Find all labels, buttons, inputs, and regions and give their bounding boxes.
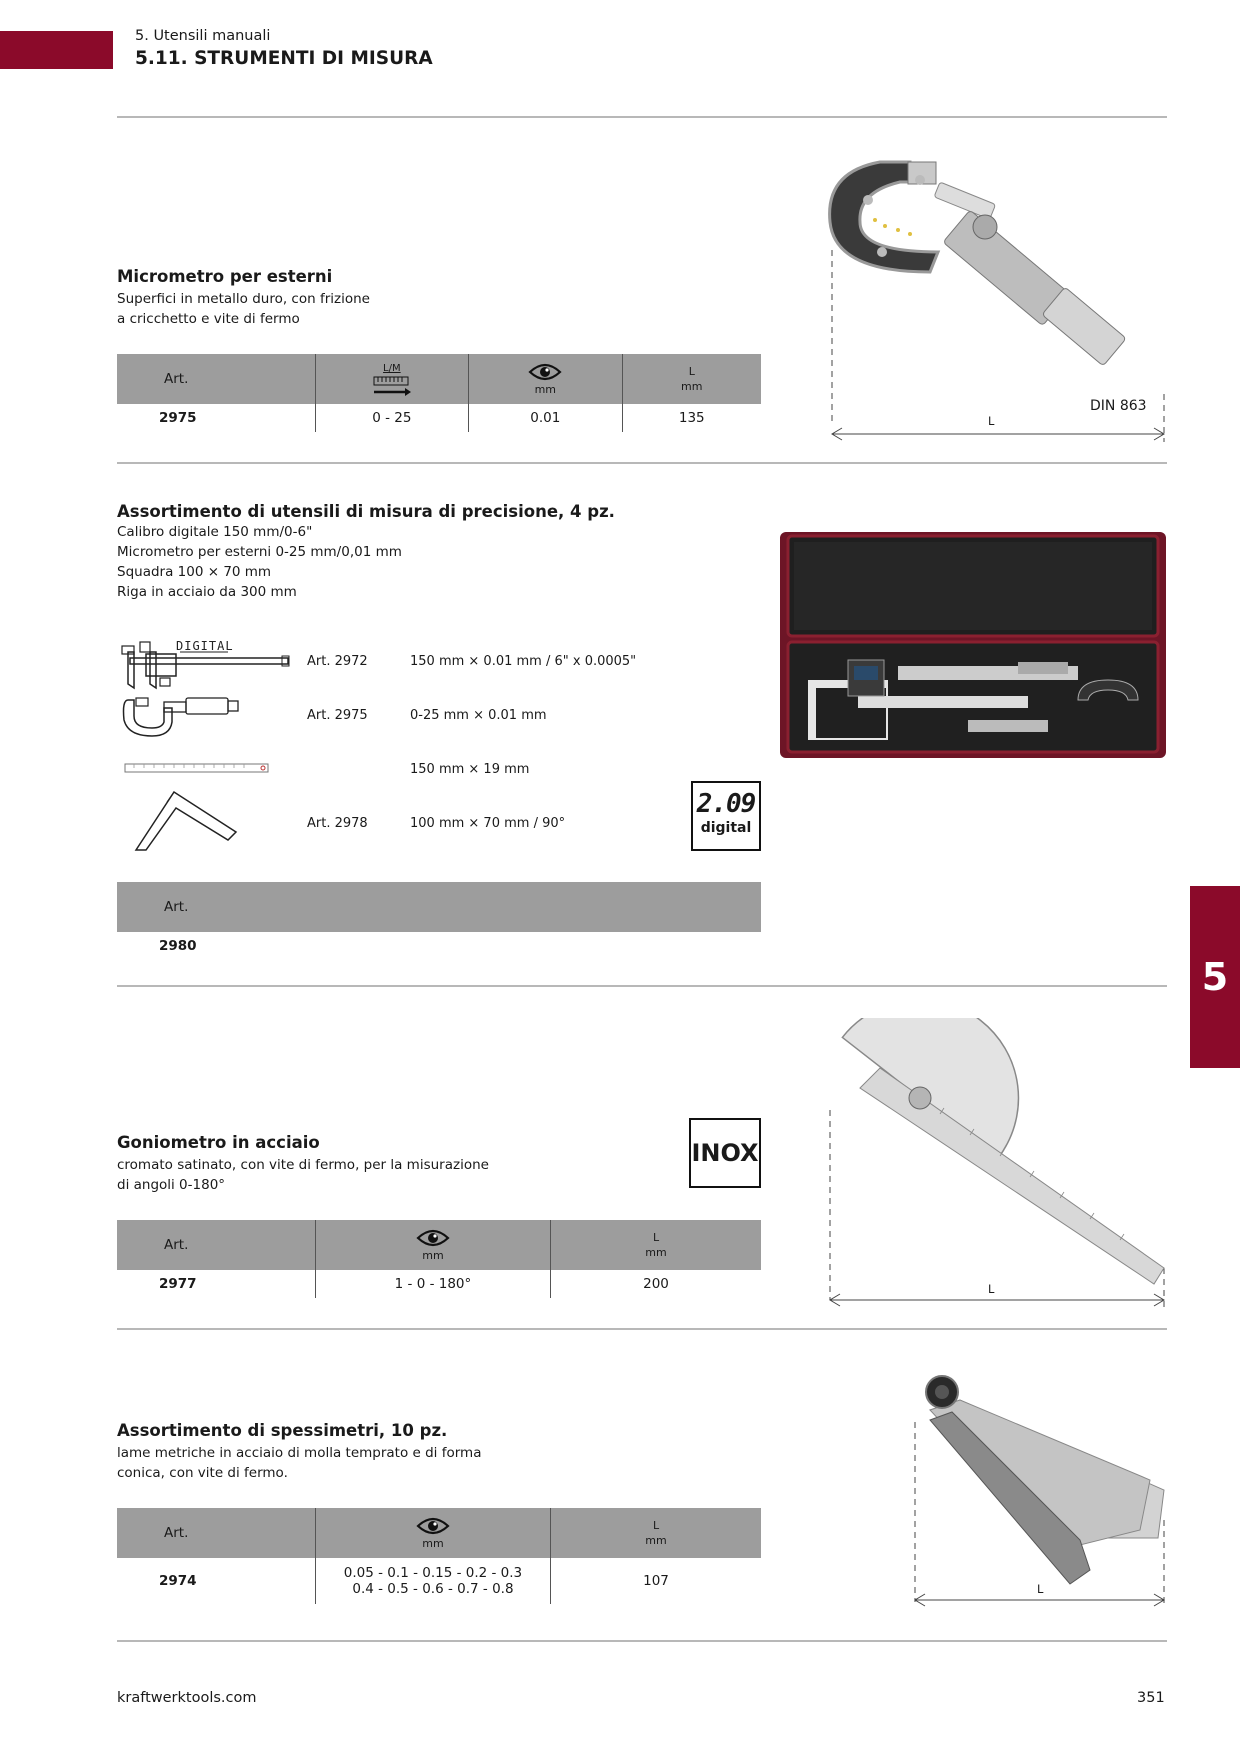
- cell-length: 107: [551, 1558, 761, 1604]
- col-thickness: [315, 1508, 550, 1558]
- cell-range: 0 - 25: [315, 404, 468, 432]
- unit-label: mm: [422, 1248, 444, 1262]
- header-red-bar: [0, 31, 113, 69]
- eye-icon: [416, 1228, 450, 1248]
- table-row: [117, 404, 761, 432]
- cell-resolution: 0.01: [469, 404, 622, 432]
- eye-icon: [416, 1516, 450, 1536]
- product-title: Assortimento di utensili di misura di precisione, 4 pz.: [117, 502, 615, 521]
- col-resolution: [469, 354, 622, 404]
- badge-value: 2.09: [696, 789, 756, 819]
- kit-item-art: Art. 2978: [307, 816, 368, 831]
- cell-range: 1 - 0 - 180°: [315, 1270, 550, 1298]
- col-length: [551, 1508, 761, 1558]
- product-description: [117, 289, 370, 329]
- eye-icon: [528, 362, 562, 382]
- product-title: Goniometro in acciaio: [117, 1133, 320, 1152]
- cell-length: 135: [622, 404, 761, 432]
- kit-item-spec: 150 mm × 0.01 mm / 6" x 0.0005": [410, 654, 637, 669]
- divider: [117, 985, 1167, 987]
- micrometer-icon: [122, 692, 242, 742]
- protractor-illustration: [820, 1018, 1170, 1318]
- digital-badge: [691, 781, 761, 851]
- divider: [117, 1640, 1167, 1642]
- divider: [117, 462, 1167, 464]
- description-line: conica, con vite di fermo.: [117, 1465, 288, 1481]
- inox-badge: [689, 1118, 761, 1188]
- description-line: Calibro digitale 150 mm/0-6": [117, 524, 313, 540]
- divider: [117, 1328, 1167, 1330]
- thickness-line: 0.05 - 0.1 - 0.15 - 0.2 - 0.3: [343, 1565, 523, 1581]
- col-art: Art.: [117, 1508, 315, 1558]
- col-art: Art.: [117, 354, 315, 404]
- unit-label: mm: [645, 1246, 667, 1259]
- product-description: [117, 1155, 489, 1195]
- kit-item-art: Art. 2975: [307, 708, 368, 723]
- measuring-range-icon: [372, 376, 412, 398]
- unit-label: mm: [681, 380, 703, 393]
- description-line: lame metriche in acciaio di molla temprato e di forma: [117, 1445, 482, 1461]
- chapter-tab-number: 5: [1201, 955, 1229, 999]
- col-length: [551, 1220, 761, 1270]
- length-label: L: [688, 365, 695, 378]
- footer-website: kraftwerktools.com: [117, 1690, 257, 1706]
- article-number: 2975: [159, 410, 197, 426]
- description-line: Superfici in metallo duro, con frizione: [117, 291, 370, 307]
- kit-item-spec: 150 mm × 19 mm: [410, 762, 530, 777]
- section-heading: 5.11. STRUMENTI DI MISURA: [135, 48, 433, 69]
- unit-label: mm: [422, 1536, 444, 1550]
- spec-table: [117, 1508, 761, 1604]
- table-row: [117, 1558, 761, 1604]
- product-description: [117, 1443, 481, 1483]
- kit-item-spec: 100 mm × 70 mm / 90°: [410, 816, 566, 831]
- description-line: di angoli 0-180°: [117, 1177, 226, 1193]
- col-range: [315, 354, 468, 404]
- precision-tool-case-illustration: [778, 530, 1168, 760]
- col-length: [622, 354, 761, 404]
- description-line: a cricchetto e vite di fermo: [117, 311, 300, 327]
- article-number: 2974: [159, 1573, 197, 1589]
- unit-label: mm: [534, 382, 557, 396]
- badge-label: INOX: [691, 1139, 759, 1167]
- article-number: 2980: [159, 938, 197, 954]
- divider: [117, 116, 1167, 118]
- table-row: [117, 932, 761, 960]
- caliper-digital-text: DIGITAL: [176, 639, 234, 653]
- description-line: Riga in acciaio da 300 mm: [117, 584, 297, 600]
- col-art: Art.: [117, 882, 761, 932]
- description-line: Micrometro per esterni 0-25 mm/0,01 mm: [117, 544, 402, 560]
- spec-table: [117, 354, 761, 432]
- cell-thickness: [315, 1558, 550, 1604]
- dimension-label: L: [1037, 1582, 1044, 1596]
- kit-item-spec: 0-25 mm × 0.01 mm: [410, 708, 547, 723]
- col-resolution: [315, 1220, 550, 1270]
- digital-caliper-icon: [120, 636, 290, 692]
- description-line: Squadra 100 × 70 mm: [117, 564, 272, 580]
- col-art: Art.: [117, 1220, 315, 1270]
- length-label: L: [652, 1231, 660, 1244]
- product-description: [117, 522, 402, 602]
- lm-label: L/M: [383, 362, 401, 374]
- unit-label: mm: [645, 1534, 667, 1547]
- feeler-gauge-illustration: [900, 1370, 1170, 1610]
- badge-label: digital: [700, 820, 752, 836]
- dimension-label: L: [988, 414, 995, 428]
- article-number: 2977: [159, 1276, 197, 1292]
- dimension-label: L: [988, 1282, 995, 1296]
- product-title: Micrometro per esterni: [117, 267, 333, 286]
- thickness-line: 0.4 - 0.5 - 0.6 - 0.7 - 0.8: [352, 1581, 514, 1597]
- length-label: L: [652, 1519, 660, 1532]
- spec-table: [117, 882, 761, 960]
- description-line: cromato satinato, con vite di fermo, per la misurazione: [117, 1157, 489, 1173]
- kit-item-art: Art. 2972: [307, 654, 368, 669]
- chapter-side-tab: [1190, 886, 1240, 1068]
- product-title: Assortimento di spessimetri, 10 pz.: [117, 1421, 448, 1440]
- page-number: 351: [1137, 1690, 1165, 1706]
- steel-ruler-icon: [124, 762, 270, 776]
- spec-table: [117, 1220, 761, 1298]
- standard-label: DIN 863: [1090, 398, 1147, 414]
- square-icon: [134, 790, 238, 852]
- cell-length: 200: [551, 1270, 761, 1298]
- chapter-label: 5. Utensili manuali: [135, 28, 271, 44]
- table-row: [117, 1270, 761, 1298]
